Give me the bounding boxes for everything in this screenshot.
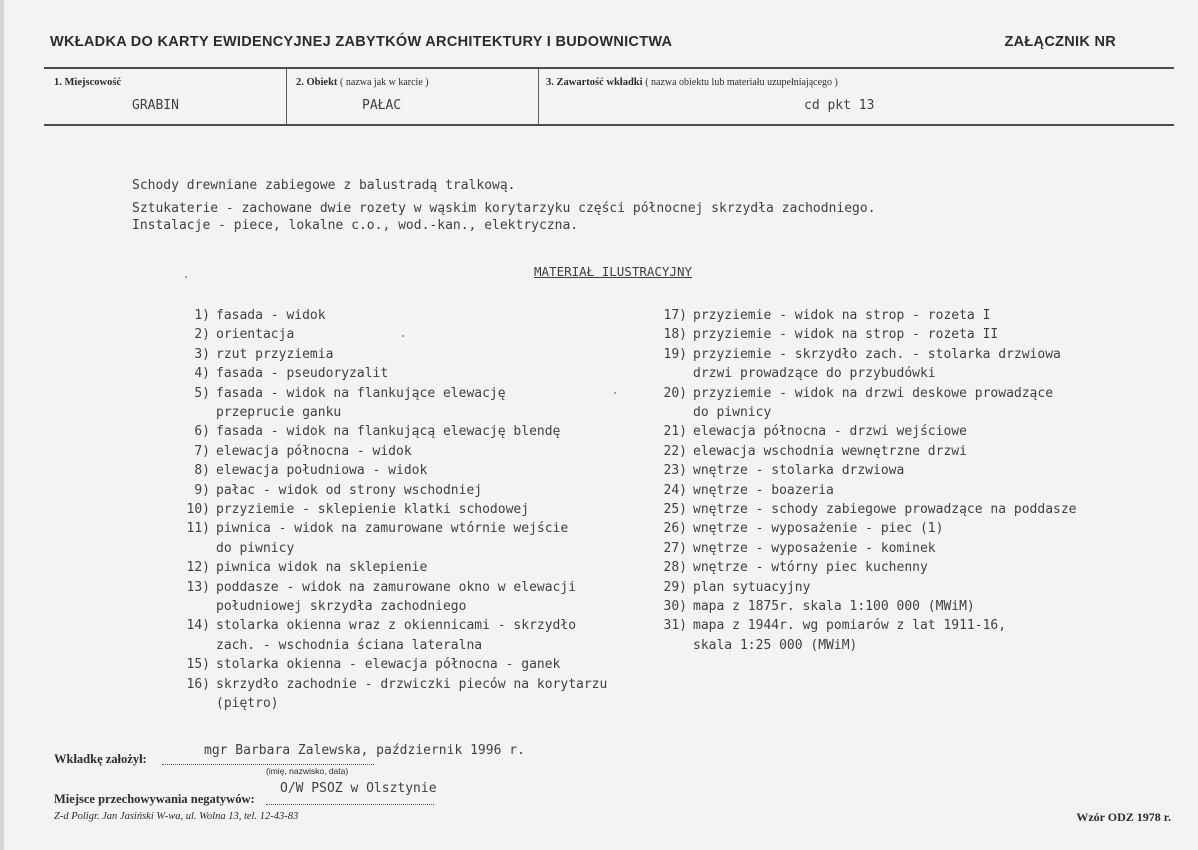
storage-dotted-line <box>266 804 434 805</box>
material-item-text: skala 1:25 000 (MWiM) <box>693 637 858 653</box>
material-item-number: 21) <box>663 424 687 440</box>
locality-value: GRABIN <box>132 98 179 113</box>
form-code: Wzór ODZ 1978 r. <box>1076 810 1171 824</box>
material-item-number: 22) <box>663 443 687 459</box>
material-item-text: zach. - wschodnia ściana lateralna <box>216 637 483 653</box>
material-item-text: fasada - widok <box>216 308 326 323</box>
material-item-number: 19) <box>663 346 687 362</box>
author-hint: (imię, nazwisko, data) <box>266 766 349 776</box>
material-item-text: fasada - pseudoryzalit <box>216 366 389 382</box>
material-item-number: 31) <box>663 618 687 634</box>
material-item-text: wnętrze - schody zabiegowe prowadzące na poddasze <box>693 502 1077 517</box>
material-item-text: przyziemie - sklepienie klatki schodowej <box>216 502 530 517</box>
material-item-text: do piwnicy <box>216 540 295 556</box>
material-item-text: mapa z 1875r. skala 1:100 000 (MWiM) <box>693 599 975 614</box>
material-item-text: piwnica widok na sklepienie <box>216 560 428 576</box>
material-item-text: do piwnicy <box>693 405 772 420</box>
material-item-number: 3) <box>194 346 210 362</box>
material-item-text: wnętrze - boazeria <box>693 482 834 498</box>
material-item-number: 27) <box>663 540 687 556</box>
material-item-text: (piętro) <box>216 696 279 711</box>
header-rule-bottom <box>44 124 1174 126</box>
description-line: Schody drewniane zabiegowe z balustradą tralkową. <box>132 178 516 193</box>
material-item-number: 4) <box>194 366 210 382</box>
material-item-number: 13) <box>186 579 210 595</box>
material-item-text: orientacja <box>216 327 295 343</box>
material-item-text: rzut przyziemia <box>216 346 334 362</box>
material-item-text: elewacja wschodnia wewnętrzne drzwi <box>693 443 967 459</box>
form-title: WKŁADKA DO KARTY EWIDENCYJNEJ ZABYTKÓW ARCHITEKTURY I BUDOWNICTWA <box>50 34 673 50</box>
material-item-number: 30) <box>663 599 687 614</box>
material-item-text: przyziemie - skrzydło zach. - stolarka drzwiowa <box>693 346 1061 362</box>
material-item-number: 8) <box>194 463 210 479</box>
storage-value: O/W PSOZ w Olsztynie <box>280 781 437 796</box>
printer-imprint: Z-d Poligr. Jan Jasiński W-wa, ul. Wolna 13, tel. 12-43-83 <box>54 811 299 822</box>
material-item-text: wnętrze - stolarka drzwiowa <box>693 463 905 479</box>
author-value: mgr Barbara Zalewska, październik 1996 r. <box>204 743 525 758</box>
material-item-text: przyziemie - widok na strop - rozeta I <box>693 308 991 323</box>
material-item-number: 18) <box>663 327 687 343</box>
field-divider <box>286 69 287 124</box>
material-item-text: wnętrze - wyposażenie - piec (1) <box>693 521 944 537</box>
material-item-number: 20) <box>663 385 687 401</box>
material-item-text: stolarka okienna - elewacja północna - ganek <box>216 657 561 673</box>
material-item-text: elewacja północna - drzwi wejściowe <box>693 424 967 440</box>
material-item-number: 6) <box>194 424 210 440</box>
material-item-number: 17) <box>663 308 687 323</box>
description-line: Sztukaterie - zachowane dwie rozety w wąskim korytarzyku części północnej skrzydła zachodniego. <box>132 201 876 216</box>
header-rule-top <box>44 67 1174 69</box>
material-item-text: skrzydło zachodnie - drzwiczki pieców na korytarzu <box>216 676 608 692</box>
material-item-text: przyziemie - widok na strop - rozeta II <box>693 327 999 343</box>
paper-speck <box>185 276 187 278</box>
storage-label: Miejsce przechowywania negatywów: <box>54 792 255 806</box>
material-item-text: plan sytuacyjny <box>693 579 811 595</box>
material-item-text: mapa z 1944r. wg pomiarów z lat 1911-16, <box>693 618 1007 634</box>
material-item-text: południowej skrzydła zachodniego <box>216 599 467 614</box>
material-item-number: 9) <box>194 482 210 498</box>
description-line: Instalacje - piece, lokalne c.o., wod.-kan., elektryczna. <box>132 218 579 233</box>
material-item-text: poddasze - widok na zamurowane okno w elewacji <box>216 579 577 595</box>
material-item-text: przyziemie - widok na drzwi deskowe prowadzące <box>693 385 1054 401</box>
material-item-number: 11) <box>186 521 210 537</box>
material-item-text: stolarka okienna wraz z okiennicami - skrzydło <box>216 618 577 634</box>
material-item-number: 1) <box>194 308 210 323</box>
material-item-text: wnętrze - wyposażenie - kominek <box>693 540 936 556</box>
material-item-text: pałac - widok od strony wschodniej <box>216 482 483 498</box>
material-item-text: elewacja północna - widok <box>216 443 412 459</box>
section-title: MATERIAŁ ILUSTRACYJNY <box>534 264 693 279</box>
material-item-number: 25) <box>663 502 687 517</box>
field-divider <box>538 69 539 124</box>
material-item-number: 2) <box>194 327 210 343</box>
content-hint: ( nazwa obiektu lub materiału uzupełniającego ) <box>645 77 838 88</box>
material-item-number: 14) <box>186 618 210 634</box>
material-item-number: 26) <box>663 521 687 537</box>
author-label: Wkładkę założył: <box>54 752 147 766</box>
material-item-number: 24) <box>663 482 687 498</box>
material-item-number: 7) <box>194 443 210 459</box>
material-item-number: 10) <box>186 502 210 517</box>
object-hint: ( nazwa jak w karcie ) <box>340 77 429 88</box>
material-item-number: 5) <box>194 385 210 401</box>
annex-label: ZAŁĄCZNIK NR <box>1004 34 1116 50</box>
material-item-text: wnętrze - wtórny piec kuchenny <box>693 560 928 576</box>
content-value: cd pkt 13 <box>804 98 875 113</box>
material-item-number: 15) <box>186 657 210 673</box>
material-item-text: drzwi prowadzące do przybudówki <box>693 366 936 382</box>
object-value: PAŁAC <box>362 98 402 113</box>
material-item-text: piwnica - widok na zamurowane wtórnie wejście <box>216 521 569 537</box>
material-item-text: fasada - widok na flankującą elewację blendę <box>216 424 561 440</box>
material-item-number: 12) <box>186 560 210 576</box>
material-item-number: 23) <box>663 463 687 479</box>
locality-label: 1. Miejscowość <box>54 77 122 88</box>
object-label: 2. Obiekt ( nazwa jak w karcie ) <box>296 77 429 88</box>
material-item-number: 16) <box>186 676 210 692</box>
paper-speck <box>402 335 404 337</box>
content-label: 3. Zawartość wkładki ( nazwa obiektu lub materiału uzupełniającego ) <box>546 77 838 88</box>
material-item-text: fasada - widok na flankujące elewację <box>216 385 506 401</box>
material-item-text: elewacja południowa - widok <box>216 463 428 479</box>
material-item-number: 28) <box>663 560 687 576</box>
material-item-text: przeprucie ganku <box>216 405 342 420</box>
author-dotted-line <box>162 764 374 765</box>
material-item-number: 29) <box>663 579 687 595</box>
paper-speck <box>614 392 616 394</box>
